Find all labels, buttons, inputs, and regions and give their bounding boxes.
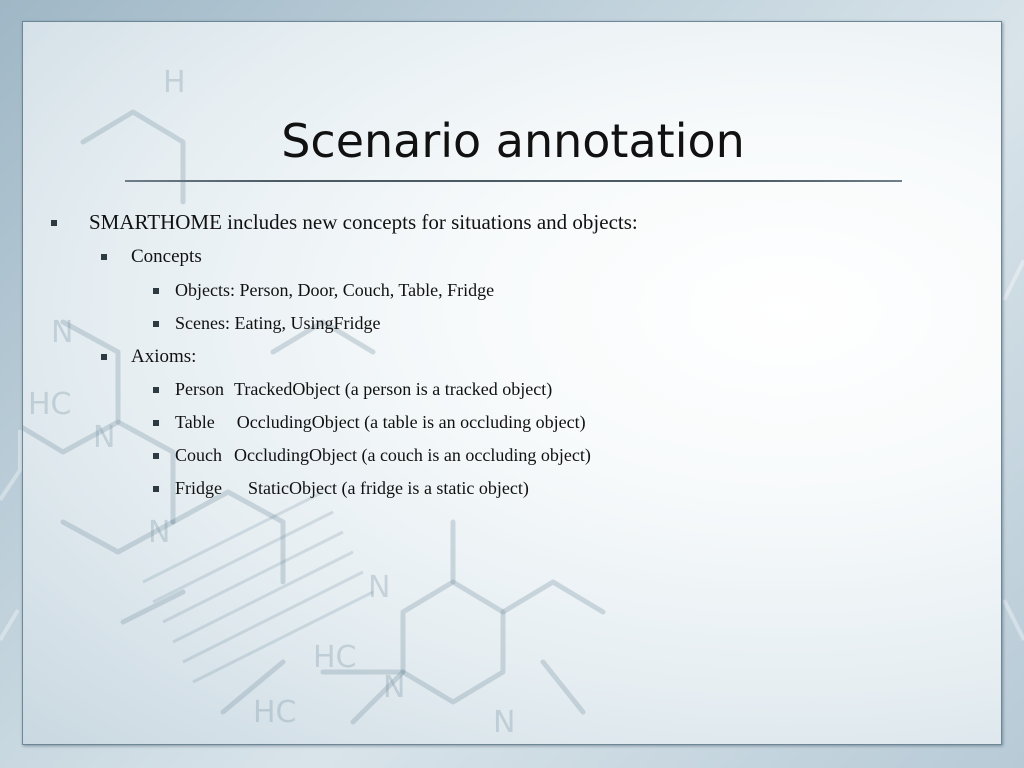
- square-bullet-icon: [153, 321, 159, 327]
- svg-text:HC: HC: [253, 695, 297, 730]
- svg-text:HC: HC: [28, 387, 72, 422]
- svg-text:N: N: [383, 670, 406, 705]
- axiom-subject: Couch: [175, 445, 222, 465]
- axiom-object: TrackedObject (a person is a tracked object): [234, 379, 553, 399]
- bullet-main-text: SMARTHOME includes new concepts for situations and objects:: [89, 210, 638, 234]
- slide-title: Scenario annotation: [281, 114, 745, 168]
- svg-text:H: H: [163, 65, 186, 100]
- axiom-item-text: [175, 380, 552, 398]
- axiom-item-text: [175, 479, 529, 497]
- square-bullet-icon: [101, 354, 107, 360]
- square-bullet-icon: [153, 420, 159, 426]
- concept-item-text: Scenes: Eating, UsingFridge: [175, 313, 381, 333]
- axiom-object: OccludingObject (a couch is an occluding object): [234, 445, 591, 465]
- square-bullet-icon: [101, 254, 107, 260]
- title-underline: [125, 180, 902, 182]
- svg-text:N: N: [368, 570, 391, 605]
- svg-text:N: N: [493, 705, 516, 740]
- axiom-item-text: [175, 413, 586, 431]
- square-bullet-icon: [51, 220, 57, 226]
- square-bullet-icon: [153, 288, 159, 294]
- square-bullet-icon: [153, 486, 159, 492]
- axiom-subject: Fridge: [175, 478, 222, 498]
- concept-item-text: Objects: Person, Door, Couch, Table, Fridge: [175, 280, 495, 300]
- axiom-object: StaticObject (a fridge is a static object): [248, 478, 529, 498]
- square-bullet-icon: [153, 453, 159, 459]
- bullet-concepts-label: Concepts: [131, 246, 202, 267]
- square-bullet-icon: [153, 387, 159, 393]
- svg-text:HC: HC: [313, 640, 357, 675]
- bullet-axioms-label: Axioms:: [131, 346, 197, 367]
- svg-text:N: N: [51, 315, 74, 350]
- axiom-object: OccludingObject (a table is an occluding object): [236, 412, 586, 432]
- svg-text:N: N: [148, 515, 171, 550]
- axiom-subject: Person: [175, 379, 224, 399]
- svg-text:N: N: [93, 420, 116, 455]
- slide: [22, 21, 1002, 745]
- axiom-item-text: [175, 446, 591, 464]
- axiom-subject: Table: [175, 412, 215, 432]
